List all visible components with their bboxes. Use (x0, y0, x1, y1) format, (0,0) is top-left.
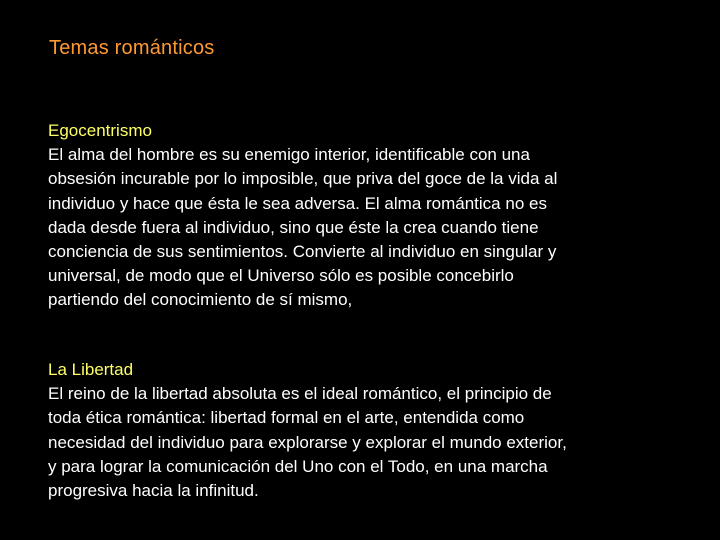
body-line: partiendo del conocimiento de sí mismo, (48, 290, 353, 310)
body-line: toda ética romántica: libertad formal en el arte, entendida como (48, 408, 525, 428)
section-heading: Egocentrismo (48, 121, 152, 140)
body-line: progresiva hacia la infinitud. (48, 481, 259, 501)
section-body (48, 382, 688, 503)
body-line: conciencia de sus sentimientos. Convierte al individuo en singular y (48, 242, 557, 262)
body-line: individuo y hace que ésta le sea adversa. El alma romántica no es (48, 193, 547, 213)
body-line: dada desde fuera al individuo, sino que éste la crea cuando tiene (48, 217, 539, 237)
section-body (48, 143, 688, 312)
slide-title: Temas románticos (49, 37, 215, 59)
section-la-libertad (48, 358, 688, 503)
section-egocentrismo (48, 119, 688, 313)
body-line: y para lograr la comunicación del Uno con el Todo, en una marcha (48, 456, 548, 476)
body-line: obsesión incurable por lo imposible, que priva del goce de la vida al (48, 169, 558, 189)
body-line: necesidad del individuo para explorarse y explorar el mundo exterior, (48, 432, 567, 452)
section-heading: La Libertad (48, 360, 134, 379)
body-line: universal, de modo que el Universo sólo es posible concebirlo (48, 266, 514, 286)
body-line: El alma del hombre es su enemigo interior, identificable con una (48, 145, 530, 165)
body-line: El reino de la libertad absoluta es el ideal romántico, el principio de (48, 384, 552, 404)
